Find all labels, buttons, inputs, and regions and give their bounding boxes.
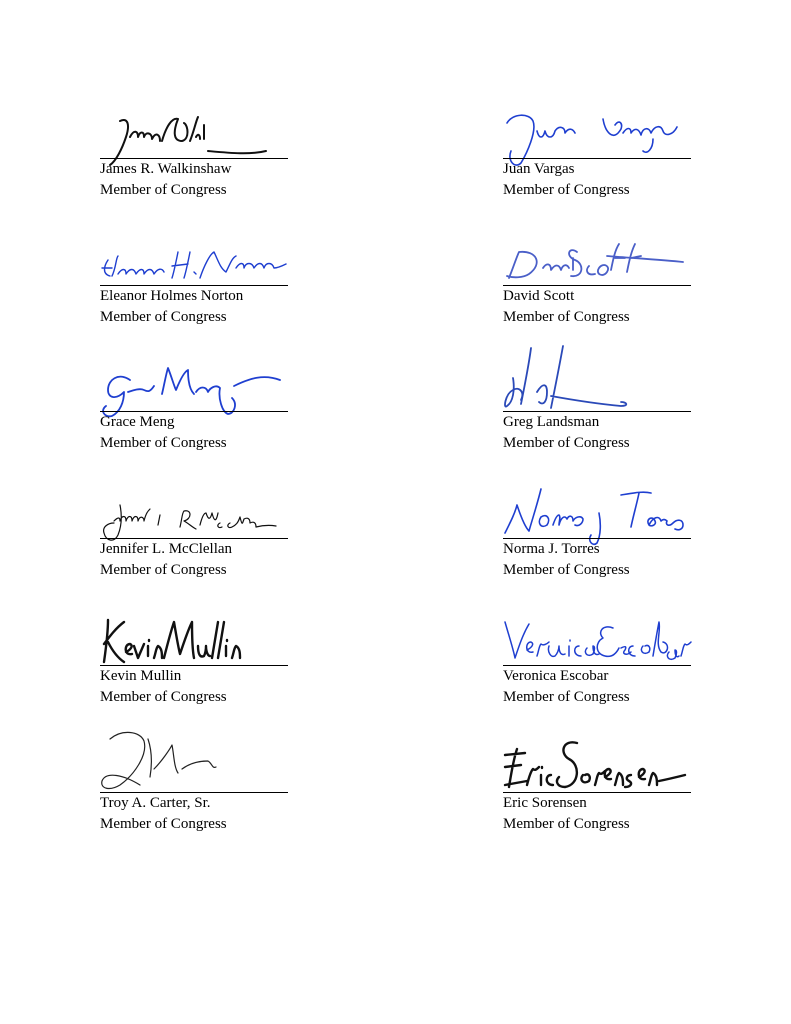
signer-name: Juan Vargas: [503, 161, 575, 177]
handwritten-signature-meng: [100, 364, 288, 412]
signature-block-vargas: [503, 111, 691, 221]
signer-title: Member of Congress: [100, 816, 227, 832]
signature-block-walkinshaw: [100, 111, 288, 221]
handwritten-signature-sorensen: [503, 745, 691, 793]
signer-title: Member of Congress: [100, 435, 227, 451]
signature-line: [100, 285, 288, 286]
handwritten-signature-landsman: [503, 364, 691, 412]
signature-line: [503, 411, 691, 412]
signature-line: [503, 158, 691, 159]
handwritten-signature-mcclellan: [100, 491, 288, 539]
handwritten-signature-scott: [503, 238, 691, 286]
handwritten-signature-mullin: [100, 618, 288, 666]
handwritten-signature-torres: [503, 491, 691, 539]
signer-name: Eric Sorensen: [503, 795, 587, 811]
handwritten-signature-carter: [100, 745, 288, 793]
signer-name: Kevin Mullin: [100, 668, 182, 684]
signer-title: Member of Congress: [503, 689, 630, 705]
signature-line: [503, 285, 691, 286]
signer-name: Veronica Escobar: [503, 668, 609, 684]
signer-title: Member of Congress: [100, 309, 227, 325]
signer-name: Troy A. Carter, Sr.: [100, 795, 211, 811]
signature-line: [503, 665, 691, 666]
signer-name: David Scott: [503, 288, 575, 304]
signature-block-mcclellan: [100, 491, 288, 601]
signature-line: [503, 538, 691, 539]
signature-block-mullin: [100, 618, 288, 728]
signature-line: [100, 665, 288, 666]
signature-block-sorensen: [503, 745, 691, 855]
signer-title: Member of Congress: [503, 435, 630, 451]
signature-line: [100, 158, 288, 159]
signature-line: [503, 792, 691, 793]
signer-name: Jennifer L. McClellan: [100, 541, 233, 557]
handwritten-signature-norton: [100, 238, 288, 286]
handwritten-signature-escobar: [503, 618, 691, 666]
signer-title: Member of Congress: [100, 689, 227, 705]
signature-line: [100, 792, 288, 793]
signature-block-norton: [100, 238, 288, 348]
signature-block-torres: [503, 491, 691, 601]
signature-block-meng: [100, 364, 288, 474]
handwritten-signature-walkinshaw: [100, 111, 288, 159]
signature-line: [100, 538, 288, 539]
signer-title: Member of Congress: [503, 309, 630, 325]
signature-block-escobar: [503, 618, 691, 728]
handwritten-signature-vargas: [503, 111, 691, 159]
signer-title: Member of Congress: [503, 562, 630, 578]
signer-name: Eleanor Holmes Norton: [100, 288, 244, 304]
signer-name: Norma J. Torres: [503, 541, 600, 557]
signer-name: Greg Landsman: [503, 414, 600, 430]
signature-block-carter: [100, 745, 288, 855]
signer-title: Member of Congress: [100, 562, 227, 578]
signature-block-scott: [503, 238, 691, 348]
signature-block-landsman: [503, 364, 691, 474]
signature-line: [100, 411, 288, 412]
signer-title: Member of Congress: [503, 182, 630, 198]
signer-name: Grace Meng: [100, 414, 175, 430]
signer-name: James R. Walkinshaw: [100, 161, 232, 177]
signer-title: Member of Congress: [503, 816, 630, 832]
signer-title: Member of Congress: [100, 182, 227, 198]
